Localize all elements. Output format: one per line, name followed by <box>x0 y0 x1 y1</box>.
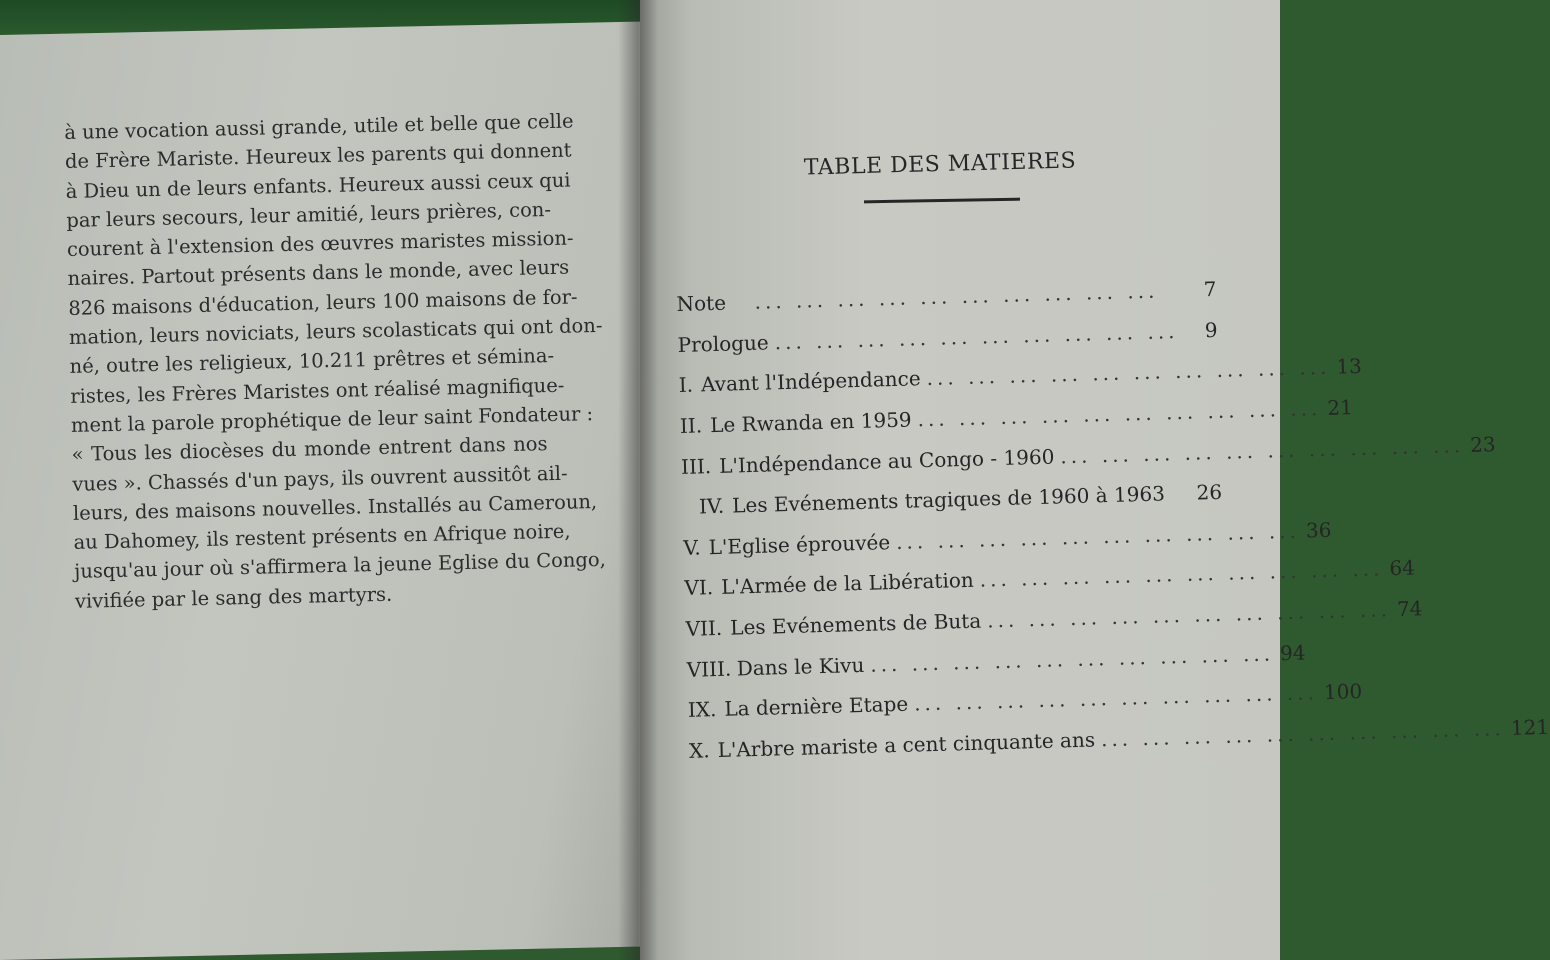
toc-leader-dots: ... ... ... ... ... ... ... ... ... ... <box>869 641 1275 677</box>
toc-entry-number: VII. <box>685 615 723 641</box>
toc-entry-number: II. <box>679 413 703 439</box>
toc-entry-label: Dans le Kivu <box>736 652 865 681</box>
toc-entry-page: 21 <box>1327 395 1354 420</box>
toc-leader-dots: ... ... ... ... ... ... ... ... ... ... <box>1100 715 1506 752</box>
toc-entry-page: 36 <box>1305 517 1332 543</box>
text-line: « Tous les diocèses du monde entrent dans nos <box>71 432 548 467</box>
toc-entry-page: 9 <box>1204 317 1218 343</box>
table-of-contents <box>676 269 1550 771</box>
toc-entry-page: 64 <box>1389 555 1416 581</box>
text-line: vivifiée par le sang des martyrs. <box>74 582 393 613</box>
toc-entry-number: IV. <box>698 494 725 519</box>
text-line: à Dieu un de leurs enfants. Heureux aussi ceux qui <box>65 168 571 203</box>
text-line: mation, leurs noviciats, leurs scolasticats qui ont don- <box>68 313 603 350</box>
text-line: 826 maisons d'éducation, leurs 100 maisons de for- <box>68 285 578 320</box>
toc-leader-dots: ... ... ... ... ... ... ... ... ... ... <box>1060 432 1465 469</box>
text-line: courent à l'extension des œuvres maristes mission- <box>66 226 574 262</box>
toc-entry-number: IX. <box>687 697 717 723</box>
toc-entry-number: VI. <box>684 575 714 601</box>
toc-entry-page: 7 <box>1203 277 1217 302</box>
text-line: jusqu'au jour où s'affirmera la jeune Eglise du Congo, <box>74 548 607 584</box>
toc-entry-page: 94 <box>1279 640 1306 665</box>
toc-entry-label: Le Rwanda en 1959 <box>709 407 912 438</box>
toc-entry-label: L'Eglise éprouvée <box>708 529 891 560</box>
toc-entry-label: L'Arbre mariste a cent cinquante ans <box>717 727 1096 762</box>
toc-leader-dots: ... ... ... ... ... ... ... ... ... ... <box>895 518 1301 554</box>
toc-leader-dots: ... ... ... ... ... ... ... ... ... ... <box>774 318 1179 355</box>
toc-title: TABLE DES MATIERES <box>803 148 1077 181</box>
toc-entry-label: Avant l'Indépendance <box>700 366 921 397</box>
toc-entry-label: L'Indépendance au Congo - 1960 <box>718 444 1055 478</box>
toc-entry-page: 100 <box>1323 679 1363 705</box>
toc-entry-number: III. <box>680 453 712 479</box>
toc-entry-page: 23 <box>1469 431 1496 457</box>
toc-entry-number: V. <box>683 535 702 560</box>
toc-entry-label: La dernière Etape <box>724 691 909 722</box>
text-line: au Dahomey, ils restent présents en Afrique noire, <box>73 519 571 555</box>
toc-entry-number: X. <box>688 738 710 763</box>
toc-entry-number: VIII. <box>686 656 732 682</box>
toc-leader-dots: ... ... ... ... ... ... ... ... ... ... <box>986 597 1392 633</box>
toc-entry-label: Les Evénements tragiques de 1960 à 1963 <box>731 481 1166 518</box>
text-line: naires. Partout présents dans le monde, avec leurs <box>67 256 570 291</box>
toc-entry-page: 121 <box>1510 714 1550 740</box>
text-line: leurs, des maisons nouvelles. Installés au Cameroun, <box>72 489 598 525</box>
toc-leader-dots: ... ... ... ... ... ... ... ... ... ... <box>913 680 1319 716</box>
text-line: ristes, les Frères Maristes ont réalisé magnifique- <box>70 373 565 408</box>
text-line: de Frère Mariste. Heureux les parents qui donnent <box>64 138 572 174</box>
toc-entry-page: 74 <box>1396 596 1423 622</box>
toc-leader-dots: ... ... ... ... ... ... ... ... ... ... <box>754 278 1159 315</box>
toc-entry-label: Les Evénements de Buta <box>729 608 982 640</box>
toc-entry-label: Note <box>676 290 727 317</box>
toc-leader-dots: ... ... ... ... ... ... ... ... ... ... <box>917 396 1322 432</box>
toc-entry-page: 13 <box>1336 354 1363 380</box>
text-line: vues ». Chassés d'un pays, ils ouvrent aussitôt ail- <box>72 461 568 496</box>
toc-entry-label: L'Armée de la Libération <box>720 568 975 600</box>
toc-leader-dots: ... ... ... ... ... ... ... ... ... ... <box>926 355 1331 391</box>
book-gutter <box>618 0 658 960</box>
toc-entry-label: Prologue <box>677 330 770 357</box>
toc-leader-dots: ... ... ... ... ... ... ... ... ... ... <box>979 556 1384 593</box>
text-line: né, outre les religieux, 10.211 prêtres et sémina- <box>69 344 555 379</box>
toc-entry-page: 26 <box>1196 480 1223 505</box>
toc-entry-number: I. <box>678 373 694 398</box>
left-page-text <box>64 107 607 616</box>
text-line: à une vocation aussi grande, utile et belle que celle <box>64 109 574 144</box>
text-line: ment la parole prophétique de leur saint Fondateur : <box>70 402 594 437</box>
text-line: par leurs secours, leur amitié, leurs prières, con- <box>66 197 552 232</box>
